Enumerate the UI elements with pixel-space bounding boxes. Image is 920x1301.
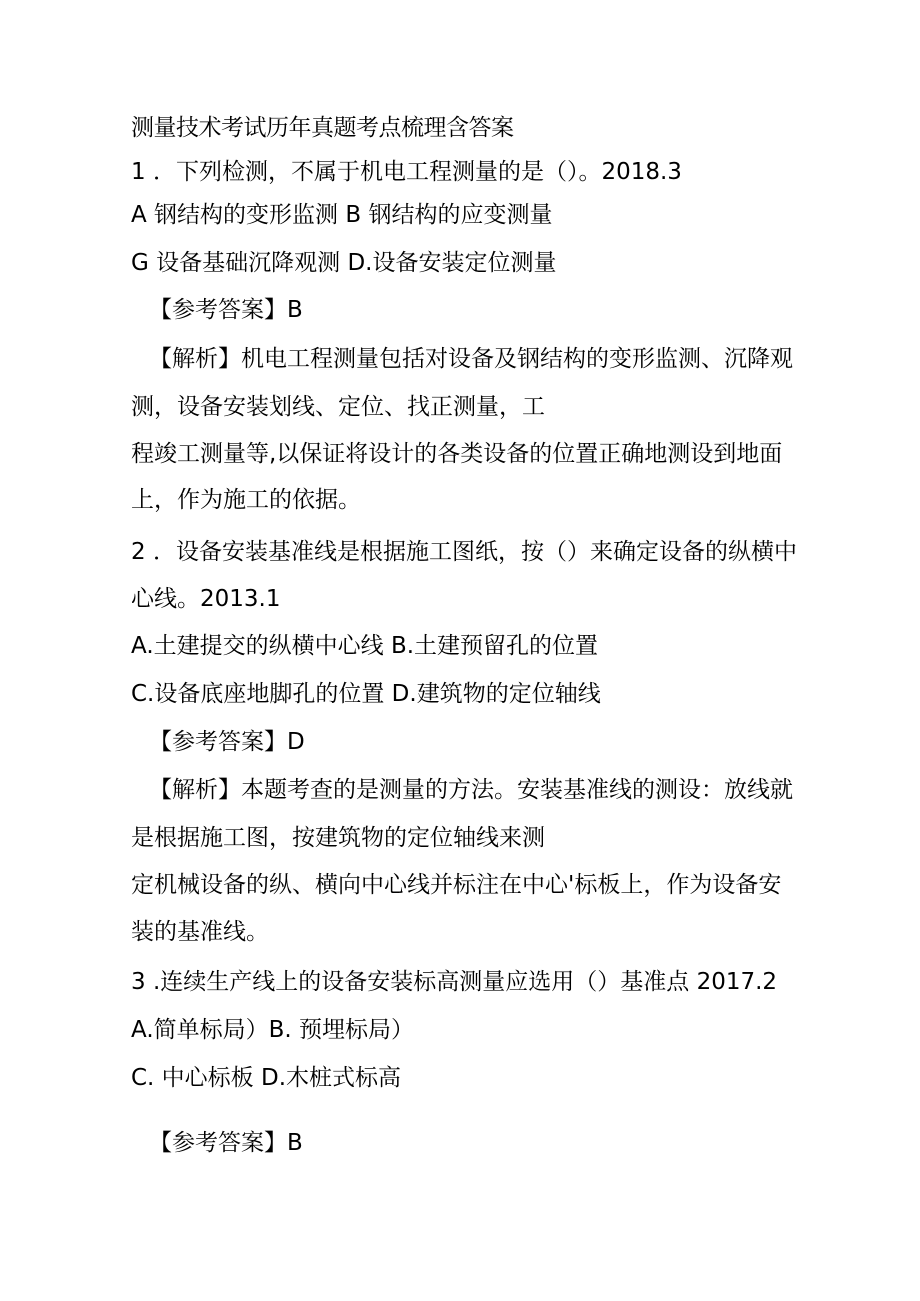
document-title: 测量技术考试历年真题考点梳理含答案 <box>131 115 514 141</box>
question-2-options-cd: C.设备底座地脚孔的位置 D.建筑物的定位轴线 <box>131 681 601 707</box>
question-1-answer: 【参考答案】B <box>149 297 303 323</box>
question-1-explanation-line-1: 【解析】机电工程测量包括对设备及钢结构的变形监测、沉降观 <box>149 346 793 372</box>
question-2-stem-line-1: 2 ．设备安装基准线是根据施工图纸，按（）来确定设备的纵横中 <box>131 539 797 565</box>
question-1-options-ab: A 钢结构的变形监测 B 钢结构的应变测量 <box>131 202 553 228</box>
question-2-stem-line-2: 心线。2013.1 <box>131 586 281 612</box>
question-1-explanation-line-4: 上，作为施工的依据。 <box>131 487 361 513</box>
question-1-explanation-line-2: 测，设备安装划线、定位、找正测量，工 <box>131 394 545 420</box>
question-3-stem: 3 .连续生产线上的设备安装标高测量应选用（）基准点 2017.2 <box>131 969 778 995</box>
question-1-stem: 1 ．下列检测，不属于机电工程测量的是（）。2018.3 <box>131 159 682 185</box>
question-3-answer: 【参考答案】B <box>149 1130 303 1156</box>
question-3-options-ab: A.简单标局）B. 预埋标局） <box>131 1017 415 1043</box>
question-2-answer: 【参考答案】D <box>149 729 305 755</box>
question-2-explanation-line-4: 装的基准线。 <box>131 919 269 945</box>
question-2-explanation-line-2: 是根据施工图，按建筑物的定位轴线来测 <box>131 825 545 851</box>
question-2-explanation-line-3: 定机械设备的纵、横向中心线并标注在中心'标板上，作为设备安 <box>131 872 782 898</box>
question-1-explanation-line-3: 程竣工测量等,以保证将设计的各类设备的位置正确地测设到地面 <box>131 441 783 467</box>
question-2-explanation-line-1: 【解析】本题考查的是测量的方法。安装基准线的测设：放线就 <box>149 777 793 803</box>
question-2-options-ab: A.土建提交的纵横中心线 B.土建预留孔的位置 <box>131 633 599 659</box>
question-1-options-cd: G 设备基础沉降观测 D.设备安装定位测量 <box>131 250 557 276</box>
question-3-options-cd: C. 中心标板 D.木桩式标高 <box>131 1065 402 1091</box>
